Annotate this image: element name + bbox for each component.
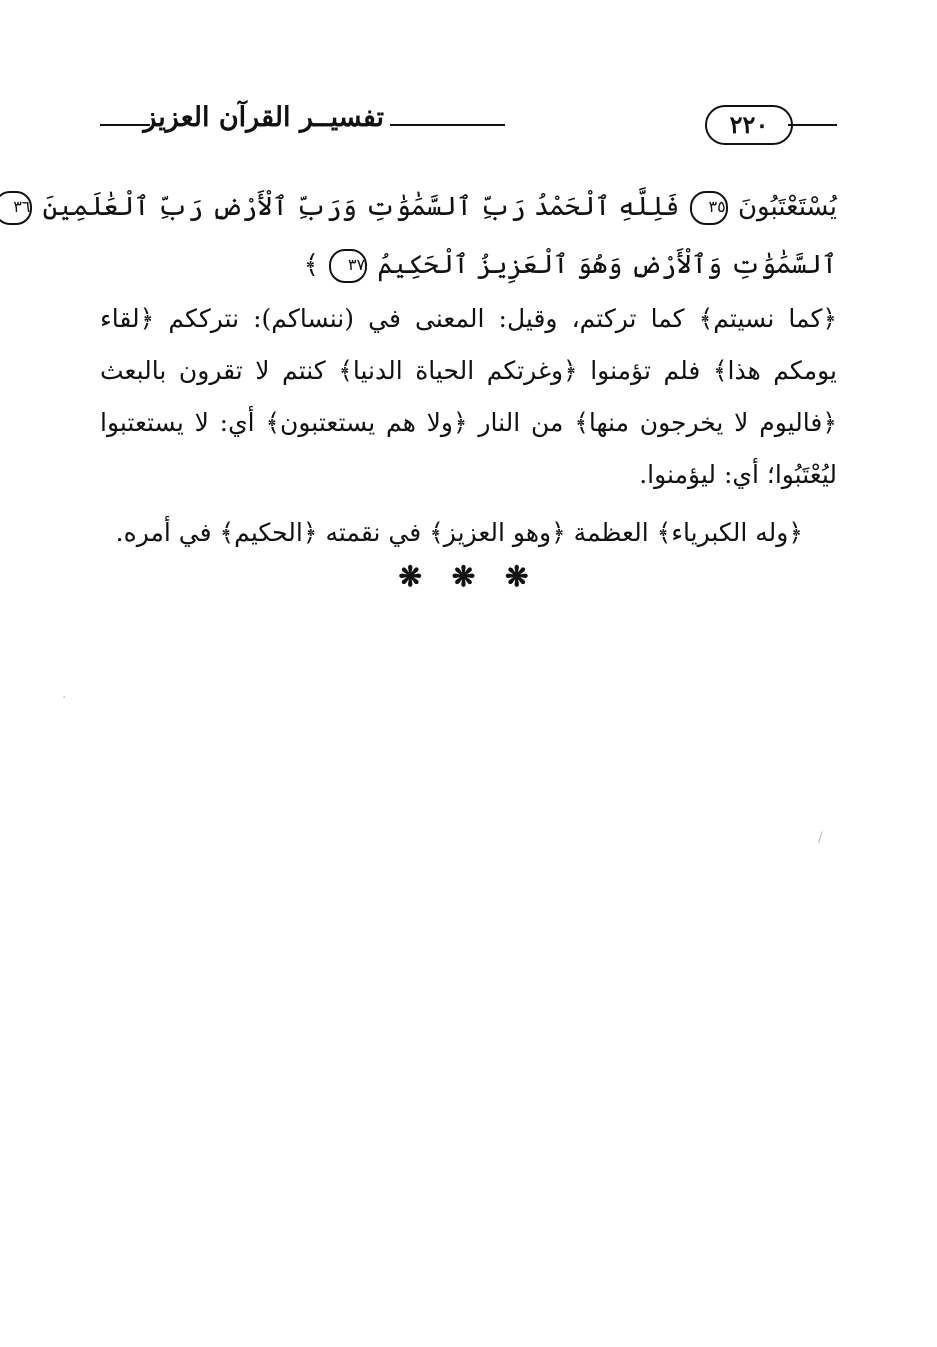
verse-text: ٱلسَّمَٰوَٰتِ وَٱلْأَرْضِ وَهُوَ ٱلْعَزِيزُ ٱلْحَكِيمُ: [377, 250, 837, 280]
verse-line: [100, 236, 837, 294]
running-title: تفسيــر القرآن العزيز: [143, 102, 384, 133]
header-rule: [788, 124, 837, 126]
commentary-block: [100, 293, 837, 559]
commentary-line: ﴿فاليوم لا يخرجون منها﴾ من النار ﴿ولا هم يستعتبون﴾ أي: لا يستعتبوا: [100, 408, 837, 437]
commentary-line: ليُعْتَبُوا؛ أي: ليؤمنوا.: [639, 460, 837, 489]
page-number: ٢٢٠: [705, 105, 793, 145]
section-separator: ❋ ❋ ❋: [398, 560, 539, 593]
commentary-line: ﴿كما نسيتم﴾ كما تركتم، وقيل: المعنى في (ننساكم): نترككم ﴿لقاء: [100, 304, 837, 333]
commentary-line: يومكم هذا﴾ فلم تؤمنوا ﴿وغرتكم الحياة الدنيا﴾ كنتم لا تقرون بالبعث: [100, 356, 837, 385]
quran-verse-block: [13, 178, 837, 294]
page-header: [100, 100, 837, 150]
verse-text: يُسْتَعْتَبُونَ: [737, 192, 837, 222]
verse-bracket: ﴾: [303, 250, 319, 280]
ayah-number-marker: ٣٥: [690, 191, 728, 225]
ayah-number-marker: ٣٧: [329, 249, 367, 283]
commentary-line: ﴿وله الكبرياء﴾ العظمة ﴿وهو العزيز﴾ في نقمته ﴿الحكيم﴾ في أمره.: [115, 518, 803, 547]
scan-speck: ·: [62, 690, 67, 706]
verse-line: [13, 178, 837, 236]
scan-speck: /: [818, 830, 823, 846]
verse-text: فَلِلَّهِ ٱلْحَمْدُ رَبِّ ٱلسَّمَٰوَٰتِ وَرَبِّ ٱلْأَرْضِ رَبِّ ٱلْعَٰلَمِينَ: [42, 192, 680, 222]
header-rule: [390, 124, 505, 126]
ayah-number-marker: ٣٦: [0, 191, 32, 225]
